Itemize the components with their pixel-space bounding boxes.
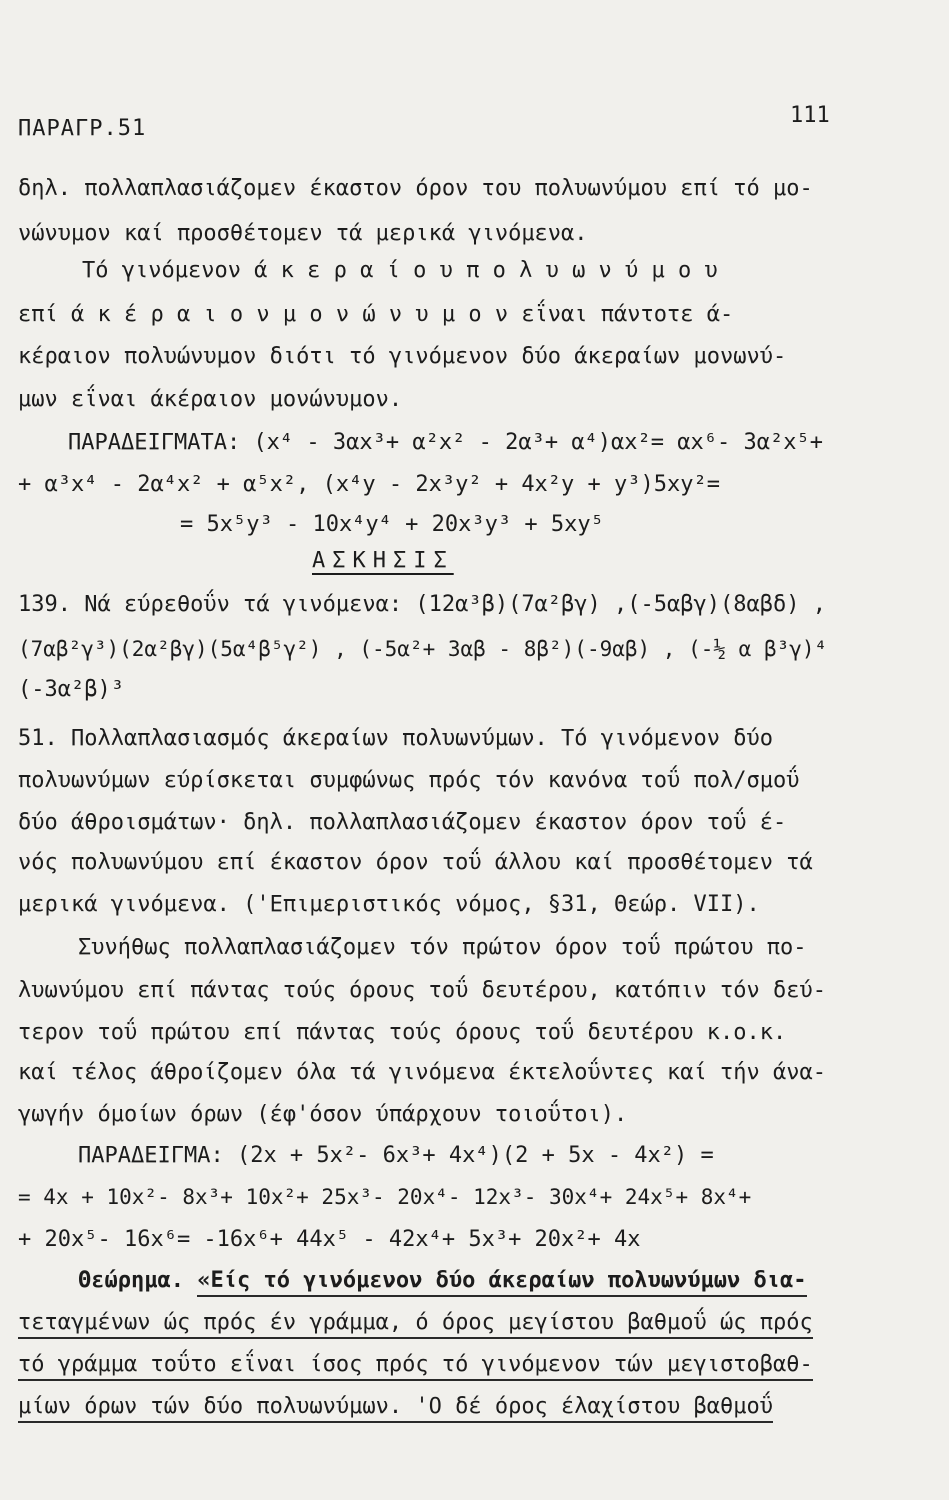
text-line: τερον τοΰ πρώτου επί πάντας τούς όρους τοΰ δευτέρου κ.ο.κ. bbox=[18, 1020, 787, 1045]
text-line: επί ά κ έ ρ α ι ο ν μ ο ν ώ ν υ μ ο ν εΐναι πάντοτε ά- bbox=[18, 302, 734, 327]
text-line: πολυωνύμων εύρίσκεται συμφώνως πρός τόν κανόνα τοΰ πολ/σμοΰ bbox=[18, 768, 800, 793]
formula: + 20x⁵- 16x⁶= -16x⁶+ 44x⁵ - 42x⁴+ 5x³+ 20x²+ 4x bbox=[18, 1227, 641, 1252]
text-line: μων εΐναι άκέραιον μονώνυμον. bbox=[18, 387, 403, 412]
text-line: λυωνύμου επί πάντας τούς όρους τοΰ δευτέρου, κατόπιν τόν δεύ- bbox=[18, 978, 826, 1003]
section-header: ΠΑΡΑΓΡ.51 bbox=[18, 116, 147, 141]
theorem-text: τό γράμμα τοΰτο εΐναι ίσος πρός τό γινόμενον τών μεγιστοβαθ- bbox=[18, 1352, 813, 1381]
text-line: καί τέλος άθροίζομεν όλα τά γινόμενα έκτελοΰντες καί τήν άνα- bbox=[18, 1060, 826, 1085]
theorem-line-1 bbox=[78, 1268, 807, 1293]
formula: = 4x + 10x²- 8x³+ 10x²+ 25x³- 20x⁴- 12x³- 30x⁴+ 24x⁵+ 8x⁴+ bbox=[18, 1185, 752, 1209]
page-number: 111 bbox=[790, 103, 830, 128]
theorem-line-3 bbox=[18, 1352, 813, 1377]
exercise-line: (-3α²β)³ bbox=[18, 677, 124, 702]
text-line: κέραιον πολυώνυμον διότι τό γινόμενον δύο άκεραίων μονωνύ- bbox=[18, 344, 787, 369]
theorem-text: «Είς τό γινόμενον δύο άκεραίων πολυωνύμων δια- bbox=[197, 1268, 806, 1297]
exercises-title: ΑΣΚΗΣΙΣ bbox=[312, 548, 454, 573]
text-line: 51. Πολλαπλασιασμός άκεραίων πολυωνύμων. Τό γινόμενον δύο bbox=[18, 726, 773, 751]
exercise-line: 139. Νά εύρεθοΰν τά γινόμενα: (12α³β)(7α²βγ) ,(-5αβγ)(8αβδ) , bbox=[18, 592, 826, 617]
exercise-line: (7αβ²γ³)(2α²βγ)(5α⁴β⁵γ²) , (-5α²+ 3αβ - 8β²)(-9αβ) , (-½ α β³γ)⁴ bbox=[18, 637, 828, 661]
theorem-line-2 bbox=[18, 1310, 813, 1335]
formula: (2x + 5x²- 6x³+ 4x⁴)(2 + 5x - 4x²) = bbox=[236, 1143, 714, 1168]
example-label: ΠΑΡΑΔΕΙΓΜΑ: bbox=[78, 1143, 224, 1168]
theorem-text: τεταγμένων ώς πρός έν γράμμα, ό όρος μεγίστου βαθμοΰ ώς πρός bbox=[18, 1310, 813, 1339]
examples-line-1 bbox=[68, 430, 823, 455]
formula: + α³x⁴ - 2α⁴x² + α⁵x², (x⁴y - 2x³y² + 4x²y + y³)5xy²= bbox=[18, 472, 720, 497]
text-line: νώνυμον καί προσθέτομεν τά μερικά γινόμενα. bbox=[18, 221, 588, 246]
text-line: Τό γινόμενον ά κ ε ρ α ί ο υ π ο λ υ ω ν ύ μ ο υ bbox=[82, 258, 718, 283]
text-line: δύο άθροισμάτων· δηλ. πολλαπλασιάζομεν έκαστον όρον τοΰ έ- bbox=[18, 810, 787, 835]
text-line: νός πολυωνύμου επί έκαστον όρον τοΰ άλλου καί προσθέτομεν τά bbox=[18, 850, 813, 875]
formula: (x⁴ - 3αx³+ α²x² - 2α³+ α⁴)αx²= αx⁶- 3α²x⁵+ bbox=[253, 430, 823, 455]
theorem-label: Θεώρημα. bbox=[78, 1268, 184, 1293]
formula: = 5x⁵y³ - 10x⁴y⁴ + 20x³y³ + 5xy⁵ bbox=[180, 512, 604, 537]
theorem-text: μίων όρων τών δύο πολυωνύμων. 'Ο δέ όρος έλαχίστου βαθμοΰ bbox=[18, 1394, 773, 1423]
example-line-1 bbox=[78, 1143, 714, 1168]
text-line: μερικά γινόμενα. ('Επιμεριστικός νόμος, §31, Θεώρ. VII). bbox=[18, 892, 760, 917]
examples-label: ΠΑΡΑΔΕΙΓΜΑΤΑ: bbox=[68, 430, 241, 455]
text-line: δηλ. πολλαπλασιάζομεν έκαστον όρον του πολυωνύμου επί τό μο- bbox=[18, 176, 813, 201]
text-line: γωγήν όμοίων όρων (έφ'όσον ύπάρχουν τοιοΰτοι). bbox=[18, 1102, 628, 1127]
text-line: Συνήθως πολλαπλασιάζομεν τόν πρώτον όρον τοΰ πρώτου πο- bbox=[78, 935, 807, 960]
theorem-line-4 bbox=[18, 1394, 773, 1419]
